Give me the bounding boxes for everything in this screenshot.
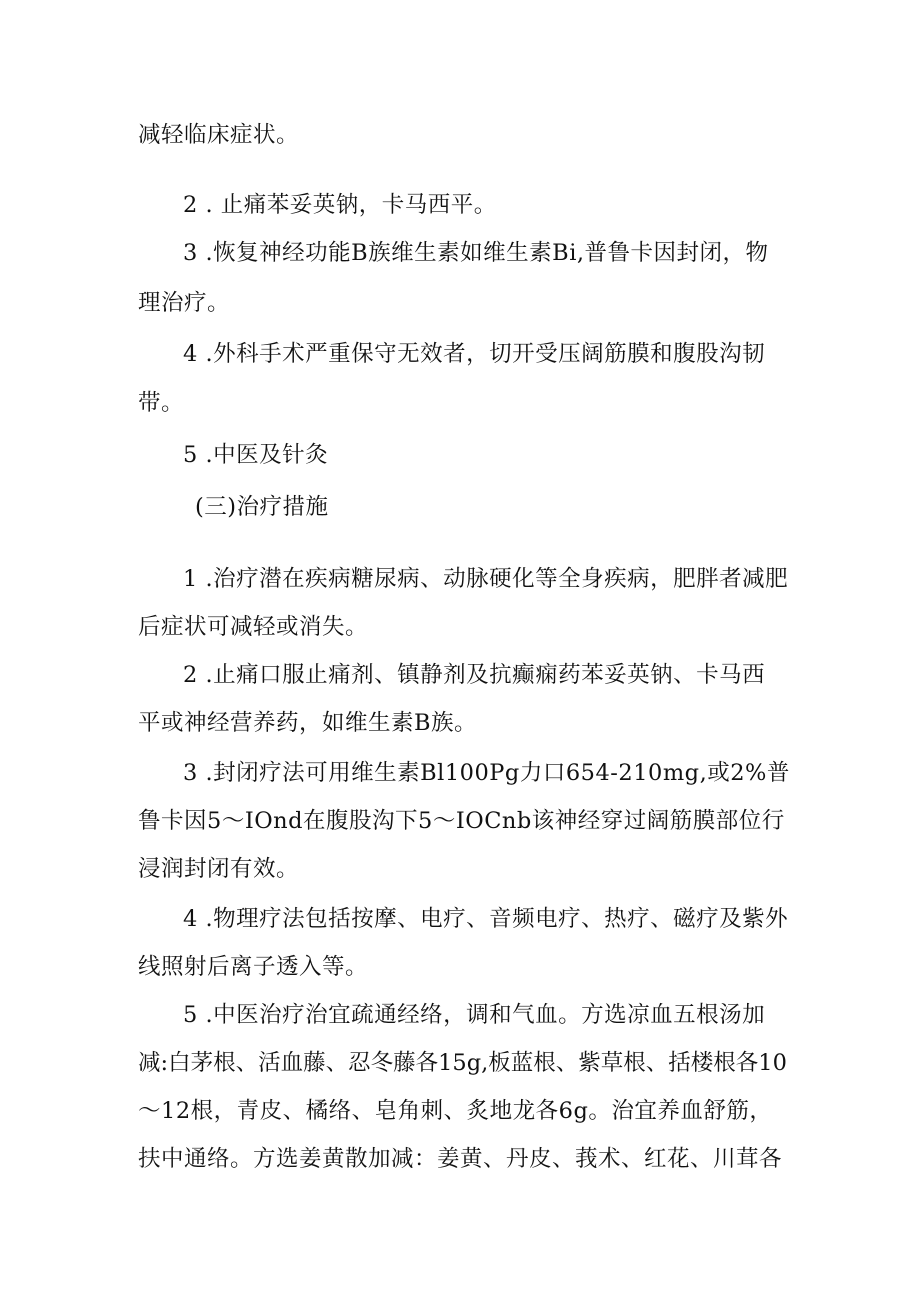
text-line: 3 .封闭疗法可用维生素Bl100Pg力口654-210mg,或2%普: [183, 760, 790, 786]
text-line: 2 . 止痛苯妥英钠，卡马西平。: [183, 192, 497, 218]
text-line: 5 .中医及针灸: [183, 442, 329, 468]
text-line: 带。: [138, 390, 185, 416]
text-line: 后症状可减轻或消失。: [138, 614, 369, 640]
text-line: 4 .外科手术严重保守无效者，切开受压阔筋膜和腹股沟韧: [183, 341, 766, 367]
text-line: 减轻临床症状。: [138, 122, 300, 148]
text-line: 浸润封闭有效。: [138, 856, 300, 882]
text-line: 平或神经营养药，如维生素B族。: [138, 710, 478, 736]
text-line: 理治疗。: [138, 290, 231, 316]
text-line: 4 .物理疗法包括按摩、电疗、音频电疗、热疗、磁疗及紫外: [183, 906, 789, 932]
text-line: 2 .止痛口服止痛剂、镇静剂及抗癫痫药苯妥英钠、卡马西: [183, 662, 766, 688]
text-line: 线照射后离子透入等。: [138, 954, 369, 980]
text-line: 鲁卡因5～IOnd在腹股沟下5～IOCnb该神经穿过阔筋膜部位行: [138, 808, 785, 834]
text-line: 5 .中医治疗治宜疏通经络，调和气血。方选凉血五根汤加: [183, 1002, 766, 1028]
text-line: 扶中通络。方选姜黄散加减：姜黄、丹皮、莪术、红花、川茸各: [138, 1146, 783, 1172]
text-line: 3 .恢复神经功能B族维生素如维生素Bi,普鲁卡因封闭，物: [183, 240, 769, 266]
section-heading: (三)治疗措施: [195, 494, 329, 520]
text-line: ～12根，青皮、橘络、皂角刺、炙地龙各6g。治宜养血舒筋，: [138, 1098, 773, 1124]
text-line: 减:白茅根、活血藤、忍冬藤各15g,板蓝根、紫草根、括楼根各10: [138, 1050, 787, 1076]
text-line: 1 .治疗潜在疾病糖尿病、动脉硬化等全身疾病，肥胖者减肥: [183, 566, 789, 592]
